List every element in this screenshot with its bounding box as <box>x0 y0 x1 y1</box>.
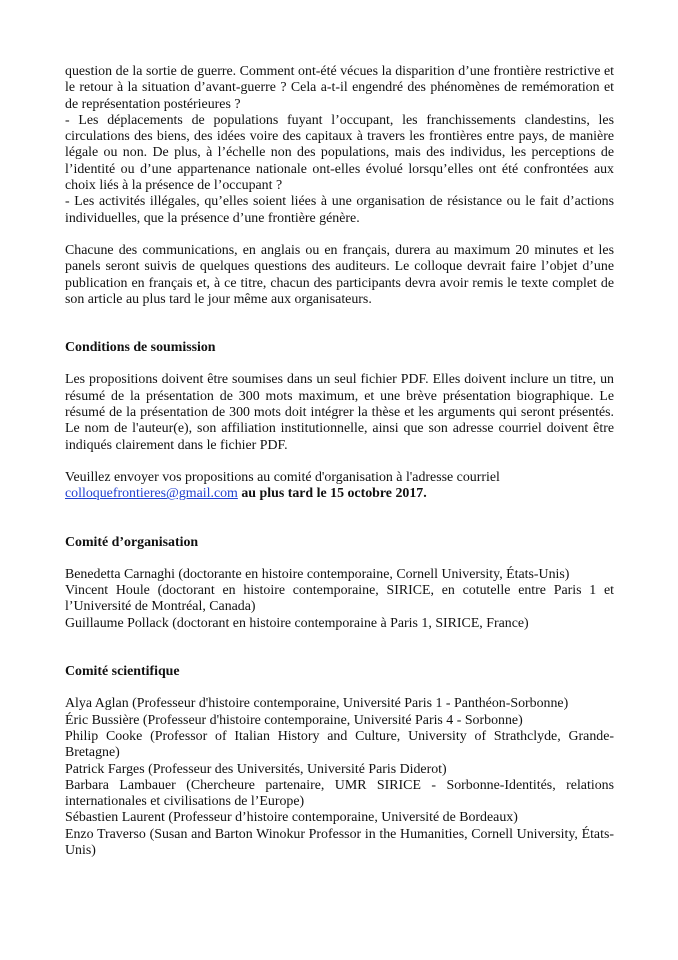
organizing-member: Benedetta Carnaghi (doctorante en histoire contemporaine, Cornell University, États-Unis) <box>65 566 570 582</box>
communications-paragraph: Chacune des communications, en anglais ou en français, durera au maximum 20 minutes et les panels seront suivis de quelques questions des auditeurs. Le colloque devrait faire l’objet d’une publication en français et, à ce titre, chacun des participants devra avoir remis le texte complet de son article au plus tard le jour même aux organisateurs. <box>65 242 614 307</box>
contact-email-link[interactable]: colloquefrontieres@gmail.com <box>65 486 238 502</box>
scientific-member: Patrick Farges (Professeur des Universités, Université Paris Diderot) <box>65 761 447 777</box>
submission-deadline: au plus tard le 15 octobre 2017. <box>241 486 427 502</box>
scientific-member: Éric Bussière (Professeur d'histoire contemporaine, Université Paris 4 - Sorbonne) <box>65 712 523 728</box>
scientific-member: Barbara Lambauer (Chercheure partenaire, UMR SIRICE - Sorbonne-Identités, relations internationales et civilisations de l’Europe) <box>65 777 614 810</box>
submission-contact <box>65 470 614 503</box>
submission-heading: Conditions de soumission <box>65 340 216 356</box>
scientific-member: Philip Cooke (Professor of Italian History and Culture, University of Strathclyde, Grande-Bretagne) <box>65 728 614 761</box>
intro-bullet-illegal-activities: - Les activités illégales, qu’elles soient liées à une organisation de résistance ou le fait d’actions individuelles, que la présence d’une frontière génère. <box>65 194 614 226</box>
intro-bullet-displacements: - Les déplacements de populations fuyant l’occupant, les franchissements clandestins, les circulations des biens, des idées voire des capitaux à travers les frontières entre pays, de manière légale ou non. De plus, à l’échelle non des populations, mais des individus, les perceptions de l’identité ou d’une appartenance nationale ont-elles évolué lorsqu’elles ont été confrontées aux choix liés à la présence de l’occupant ? <box>65 112 614 194</box>
scientific-member: Enzo Traverso (Susan and Barton Winokur Professor in the Humanities, Cornell University, États-Unis) <box>65 826 614 858</box>
organizing-member: Vincent Houle (doctorant en histoire contemporaine, SIRICE, en cotutelle entre Paris 1 et l’Université de Montréal, Canada) <box>65 583 614 615</box>
intro-paragraph: question de la sortie de guerre. Comment ont-été vécues la disparition d’une frontière restrictive et le retour à la situation d’avant-guerre ? Cela a-t-il engendré des phénomènes de remémoration et de représentation postérieures ? <box>65 64 614 112</box>
organizing-member: Guillaume Pollack (doctorant en histoire contemporaine à Paris 1, SIRICE, France) <box>65 615 529 631</box>
scientific-committee-heading: Comité scientifique <box>65 664 180 680</box>
scientific-member: Sébastien Laurent (Professeur d’histoire contemporaine, Université de Bordeaux) <box>65 810 518 826</box>
organizing-committee-heading: Comité d’organisation <box>65 534 199 550</box>
submission-contact-lead: Veuillez envoyer vos propositions au comité d'organisation à l'adresse courriel <box>65 469 500 485</box>
submission-paragraph: Les propositions doivent être soumises dans un seul fichier PDF. Elles doivent inclure un titre, un résumé de la présentation de 300 mots maximum, et une brève présentation biographique. Le résumé de la présentation de 300 mots doit intégrer la thèse et les arguments qui seront présentés. Le nom de l'auteur(e), son affiliation institutionnelle, ainsi que son adresse courriel doivent être indiqués clairement dans le fichier PDF. <box>65 372 614 453</box>
scientific-member: Alya Aglan (Professeur d'histoire contemporaine, Université Paris 1 - Panthéon-Sorbonne) <box>65 696 569 712</box>
